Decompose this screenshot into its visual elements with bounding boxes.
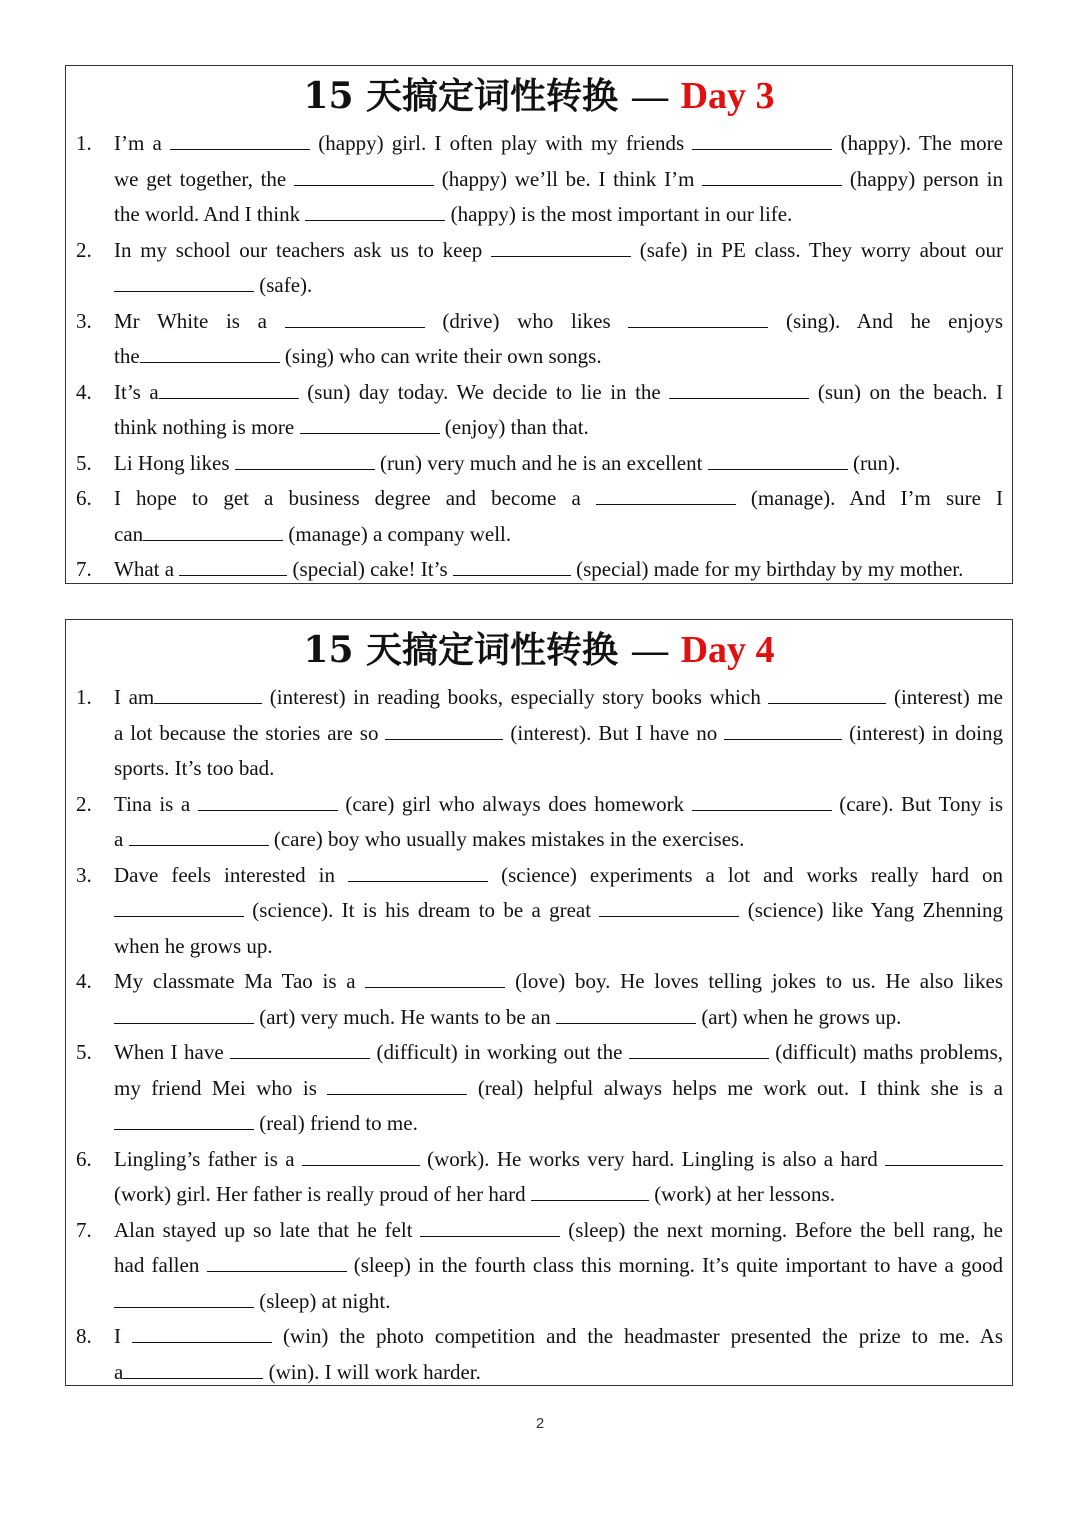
question-text: when he grows up. (114, 933, 273, 958)
question-item (66, 1142, 1012, 1213)
question-text: (sing). And he enjoys (768, 308, 1003, 333)
question-line (114, 1248, 1003, 1284)
title-text: 15 天搞定词性转换 (303, 629, 619, 671)
title-text: 15 天搞定词性转换 (303, 75, 619, 117)
question-text: (sleep) the next morning. Before the bell rang, he (560, 1217, 1003, 1242)
question-text: Alan stayed up so late that he felt (114, 1217, 421, 1242)
question-line (114, 1142, 1003, 1178)
question-text: (sun) day today. We decide to lie in the (298, 379, 670, 404)
question-number: 5. (76, 1040, 92, 1064)
question-line (114, 964, 1003, 1000)
question-line (114, 552, 1003, 588)
question-text: Dave feels interested in (114, 862, 349, 887)
question-line (114, 751, 1003, 787)
question-item (66, 1319, 1012, 1390)
question-text: (happy) we’ll be. I think I’m (433, 166, 703, 191)
question-line (114, 1177, 1003, 1213)
answer-blank[interactable] (140, 343, 280, 363)
answer-blank[interactable] (599, 897, 739, 917)
exercise-box-day3 (65, 65, 1013, 584)
question-line (114, 1071, 1003, 1107)
question-text: (run). (847, 450, 901, 475)
question-line (114, 304, 1003, 340)
question-item (66, 552, 1012, 588)
section-title (66, 620, 1012, 680)
question-text: (manage). And I’m sure I (735, 486, 1003, 510)
answer-blank[interactable] (305, 201, 445, 221)
question-text: (care) girl who always does homework (337, 791, 692, 816)
question-line (114, 410, 1003, 446)
answer-blank[interactable] (669, 379, 809, 399)
question-line (114, 822, 1003, 858)
answer-blank[interactable] (114, 1110, 254, 1130)
question-text: (difficult) in working out the (370, 1040, 629, 1064)
answer-blank[interactable] (230, 1039, 370, 1059)
question-text: (manage) a company well. (283, 521, 512, 546)
answer-blank[interactable] (348, 862, 488, 882)
question-line (114, 197, 1003, 233)
question-line (114, 517, 1003, 553)
answer-blank[interactable] (159, 379, 299, 399)
question-text: My classmate Ma Tao is a (114, 969, 366, 993)
question-line (114, 893, 1003, 929)
question-text: When I have (114, 1040, 231, 1064)
question-item (66, 446, 1012, 482)
answer-blank[interactable] (420, 1217, 560, 1237)
question-text: a lot because the stories are so (114, 720, 386, 745)
title-dash: — (632, 630, 669, 670)
answer-blank[interactable] (531, 1181, 649, 1201)
question-item (66, 858, 1012, 965)
question-item (66, 233, 1012, 304)
question-line (114, 339, 1003, 375)
question-text: Mr White is a (114, 308, 285, 333)
answer-blank[interactable] (692, 130, 832, 150)
question-number: 4. (76, 969, 92, 993)
answer-blank[interactable] (294, 166, 434, 186)
question-text: we get together, the (114, 166, 294, 191)
question-line (114, 680, 1003, 716)
question-number: 7. (76, 1217, 92, 1242)
question-number: 8. (76, 1324, 92, 1348)
question-line (114, 162, 1003, 198)
answer-blank[interactable] (768, 684, 886, 704)
answer-blank[interactable] (207, 1252, 347, 1272)
question-text: my friend Mei who is (114, 1075, 328, 1100)
question-text: (happy). The more (832, 131, 1003, 155)
question-text: (win) the photo competition and the headmaster presented the prize to me. As (271, 1324, 1003, 1348)
question-item (66, 1213, 1012, 1320)
answer-blank[interactable] (453, 556, 571, 576)
question-line (114, 126, 1003, 162)
answer-blank[interactable] (385, 720, 503, 740)
question-text: I am (114, 685, 155, 709)
answer-blank[interactable] (132, 1323, 272, 1343)
answer-blank[interactable] (300, 414, 440, 434)
question-text: (real) friend to me. (254, 1111, 418, 1135)
question-item (66, 680, 1012, 787)
answer-blank[interactable] (114, 1288, 254, 1308)
question-line (114, 1284, 1003, 1320)
question-text: (interest). But I have no (503, 720, 725, 745)
question-text: the (114, 344, 140, 368)
answer-blank[interactable] (114, 897, 244, 917)
question-text: (love) boy. He loves telling jokes to us. He also likes (505, 969, 1003, 993)
question-number: 1. (76, 685, 92, 709)
question-number: 3. (76, 308, 92, 333)
question-text: I (114, 1324, 132, 1348)
question-text: (interest) in doing (842, 720, 1003, 745)
answer-blank[interactable] (179, 556, 287, 576)
question-text: I’m a (114, 131, 171, 155)
answer-blank[interactable] (708, 450, 848, 470)
question-text: (art) when he grows up. (696, 1004, 902, 1029)
exercise-box-day4 (65, 619, 1013, 1386)
question-text: (safe) in PE class. They worry about our (631, 237, 1003, 262)
question-text: (safe). (254, 273, 313, 297)
question-text: (drive) who likes (424, 308, 629, 333)
answer-blank[interactable] (123, 1359, 263, 1379)
question-text: can (114, 521, 144, 546)
question-number: 5. (76, 450, 92, 475)
question-text: In my school our teachers ask us to keep (114, 237, 492, 262)
question-item (66, 1035, 1012, 1142)
question-line (114, 1213, 1003, 1249)
question-text: (special) made for my birthday by my mother. (570, 557, 964, 581)
question-text: (sleep) at night. (254, 1288, 391, 1313)
question-text: (difficult) maths problems, (768, 1040, 1003, 1064)
question-text: (happy) girl. I often play with my friends (310, 131, 693, 155)
question-line (114, 233, 1003, 269)
question-line (114, 787, 1003, 823)
question-text: sports. It’s too bad. (114, 756, 275, 780)
question-number: 2. (76, 237, 92, 262)
question-text: (art) very much. He wants to be an (254, 1004, 557, 1029)
answer-blank[interactable] (885, 1146, 1003, 1166)
question-line (114, 858, 1003, 894)
question-line (114, 1355, 1003, 1391)
question-number: 7. (76, 557, 92, 581)
answer-blank[interactable] (114, 272, 254, 292)
question-number: 3. (76, 862, 92, 887)
question-text: I hope to get a business degree and become a (114, 486, 596, 510)
question-text: (sun) on the beach. I (809, 379, 1003, 404)
question-list (66, 680, 1012, 1390)
answer-blank[interactable] (556, 1004, 696, 1024)
question-line (114, 1319, 1003, 1355)
answer-blank[interactable] (596, 485, 736, 505)
answer-blank[interactable] (702, 166, 842, 186)
question-text: (care) boy who usually makes mistakes in the exercises. (268, 827, 745, 851)
question-text: (care). But Tony is (831, 791, 1003, 816)
answer-blank[interactable] (692, 791, 832, 811)
question-text: (work). He works very hard. Lingling is also a hard (419, 1146, 885, 1171)
question-line (114, 446, 1003, 482)
question-text: (enjoy) than that. (439, 415, 589, 439)
question-line (114, 268, 1003, 304)
question-text: think nothing is more (114, 415, 300, 439)
question-text: (win). I will work harder. (263, 1359, 481, 1384)
question-text: Lingling’s father is a (114, 1146, 302, 1171)
title-day: Day 3 (680, 75, 775, 117)
question-number: 4. (76, 379, 92, 404)
answer-blank[interactable] (129, 826, 269, 846)
answer-blank[interactable] (628, 308, 768, 328)
question-text: a (114, 827, 129, 851)
answer-blank[interactable] (724, 720, 842, 740)
question-number: 6. (76, 1146, 92, 1171)
question-line (114, 375, 1003, 411)
question-text: (sleep) in the fourth class this morning. It’s quite important to have a good (346, 1253, 1003, 1277)
question-line (114, 929, 1003, 965)
question-number: 2. (76, 791, 92, 816)
question-text: had fallen (114, 1253, 207, 1277)
question-item (66, 787, 1012, 858)
answer-blank[interactable] (114, 1004, 254, 1024)
answer-blank[interactable] (235, 450, 375, 470)
question-item (66, 375, 1012, 446)
question-text: a (114, 1359, 124, 1384)
question-text: (science). It is his dream to be a great (244, 898, 600, 922)
question-item (66, 481, 1012, 552)
question-line (114, 1035, 1003, 1071)
answer-blank[interactable] (629, 1039, 769, 1059)
answer-blank[interactable] (285, 308, 425, 328)
question-text: (interest) me (886, 685, 1003, 709)
question-item (66, 964, 1012, 1035)
page-number: 2 (535, 1415, 545, 1432)
question-text: (happy) person in (842, 166, 1003, 191)
answer-blank[interactable] (143, 521, 283, 541)
answer-blank[interactable] (302, 1146, 420, 1166)
question-text: (interest) in reading books, especially story books which (262, 685, 769, 709)
answer-blank[interactable] (198, 791, 338, 811)
question-text: the world. And I think (114, 202, 306, 226)
answer-blank[interactable] (365, 968, 505, 988)
question-list (66, 126, 1012, 588)
question-text: (run) very much and he is an excellent (374, 450, 708, 475)
question-number: 1. (76, 131, 92, 155)
question-text: (sing) who can write their own songs. (279, 344, 602, 368)
question-text: (work) girl. Her father is really proud of her hard (114, 1182, 531, 1206)
answer-blank[interactable] (491, 237, 631, 257)
question-item (66, 126, 1012, 233)
question-text: (happy) is the most important in our life. (445, 202, 793, 226)
title-day: Day 4 (680, 629, 775, 671)
section-title (66, 66, 1012, 126)
question-number: 6. (76, 486, 92, 510)
answer-blank[interactable] (170, 130, 310, 150)
question-text: (special) cake! It’s (287, 557, 453, 581)
question-text: (work) at her lessons. (648, 1182, 835, 1206)
title-dash: — (632, 76, 669, 116)
question-text: (science) like Yang Zhenning (739, 898, 1003, 922)
answer-blank[interactable] (154, 684, 262, 704)
question-line (114, 1000, 1003, 1036)
question-text: (real) helpful always helps me work out. I think she is a (467, 1075, 1003, 1100)
question-text: Li Hong likes (114, 450, 235, 475)
question-line (114, 1106, 1003, 1142)
question-item (66, 304, 1012, 375)
question-text: (science) experiments a lot and works really hard on (488, 862, 1003, 887)
question-text: Tina is a (114, 791, 198, 816)
question-text: What a (114, 557, 180, 581)
question-line (114, 481, 1003, 517)
answer-blank[interactable] (327, 1075, 467, 1095)
question-text: It’s a (114, 379, 159, 404)
question-line (114, 716, 1003, 752)
